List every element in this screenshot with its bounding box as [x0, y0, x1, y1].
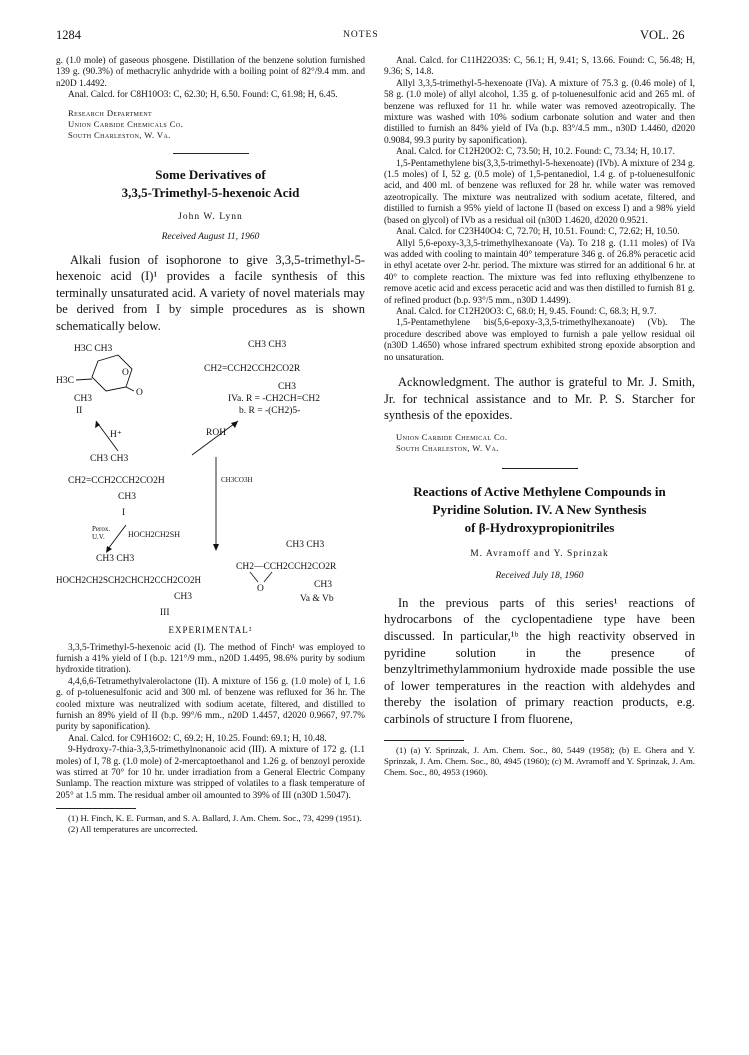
- scheme-label: CH3: [174, 591, 192, 602]
- reagent-label: H⁺: [110, 429, 122, 440]
- address-line: South Charleston, W. Va.: [396, 442, 499, 453]
- reagent-label: Perox.: [92, 524, 111, 533]
- experimental-paragraph: Anal. Calcd. for C12H20O2: C, 73.50; H, 10.2. Found: C, 73.34; H, 10.17.: [396, 147, 675, 158]
- experimental-paragraph: 1,5-Pentamethylene bis(3,3,5-trimethyl-5-hexenoate) (IVb). A mixture of 234 g. (1.5 moles) of I, 52 g. (0.5 mole) of 1,5-pentanediol, 1.4 g. of p-toluenesulfonic acid, and 400 ml. of benzene was refluxed for 28 hr. while water was removed azeotropically. The mixture was neutralized with sodium acetate, filtered, and distilled to furnish a 95% yield of lactone II (based on excess I) and a 98% yield (based on glycol) of IVb as a residual oil (n30D 1.4620, d2020 0.9521.: [384, 158, 695, 226]
- body-paragraph: In the previous parts of this series¹ reactions of hydrocarbons of the cyclopentadiene type have been discussed. In particular,¹ᵇ the high reactivity observed in pyridine solution in the presence of benzyltrimethylammonium hydroxide made possible the use of lower temperatures in the reaction with aldehydes and thereby the isolation of primary reaction products, e.g. carbinols of structure I from fluorene,: [384, 595, 695, 726]
- scheme-label: CH2=CCH2CCH2CO2R: [204, 363, 301, 374]
- right-column: [384, 56, 695, 778]
- reagent-label: ROH: [206, 427, 227, 438]
- received-date: Received July 18, 1960: [495, 570, 584, 581]
- abstract: Alkali fusion of isophorone to give 3,3,5-trimethyl-5-hexenoic acid (I)¹ provides a facile synthesis of this terminally unsaturated acid. A variety of novel materials may be derived from I by simple procedures as is shown schematically below.: [56, 252, 365, 333]
- article-title: Reactions of Active Methylene Compounds in: [413, 483, 666, 499]
- experimental-paragraph: Allyl 5,6-epoxy-3,3,5-trimethylhexanoate (Va). To 218 g. (1.11 moles) of IVa was added with cooling to maintain 40° temperature 346 g. of 26.8% peracetic acid in ethyl acetate over 2-hr. period. The mixture was stirred for an additional 6 hr. at 40° to complete reaction. The mixture was fed into refluxing ethylbenzene to remove acetic acid and excess peracetic acid and was then distilled to furnish 81 g. of refined product (b.p. 93°/5 mm., n30D 1.4499).: [384, 238, 695, 306]
- experimental-heading: EXPERIMENTAL²: [168, 624, 253, 635]
- experimental-paragraph: 9-Hydroxy-7-thia-3,3,5-trimethylnonanoic acid (III). A mixture of 172 g. (1.1 moles) of I, 78 g. (1.0 mole) of 2-mercaptoethanol and 1.26 g. of benzoyl peroxide was stirred at 70° for 10 hr. under irradiation from a General Electric Company Sunlamp. The reaction mixture was stripped of volatiles to a flask temperature of 205° at 1.5 mm. The residual amber oil amounted to 39% of III (n30D 1.5047).: [56, 745, 365, 801]
- scheme-label: H3C: [56, 375, 74, 386]
- compound-label: b. R = -(CH2)5-: [239, 405, 301, 416]
- scheme-label: CH3 CH3: [248, 339, 287, 350]
- running-head: NOTES: [343, 30, 379, 40]
- volume-label: VOL. 26: [640, 28, 685, 42]
- reagent-label: CH3CO3H: [221, 475, 253, 484]
- footnote-rule: [56, 808, 136, 809]
- page-number: 1284: [56, 28, 81, 42]
- footnote: (1) (a) Y. Sprinzak, J. Am. Chem. Soc., 80, 5449 (1958); (b) E. Ghera and Y. Sprinzak, J. Am. Chem. Soc., 80, 4945 (1960); (c) M. Avramoff and Y. Sprinzak, J. Am. Chem. Soc., 80, 4953 (1960).: [384, 744, 695, 777]
- left-column: [56, 56, 365, 835]
- scheme-label: CH2—CCH2CCH2CO2R: [236, 561, 337, 572]
- experimental-paragraph: Anal. Calcd. for C12H20O3: C, 68.0; H, 9.45. Found: C, 68.3; H, 9.7.: [396, 306, 657, 317]
- compound-label: IVa. R = -CH2CH=CH2: [228, 393, 320, 404]
- article-title: 3,3,5-Trimethyl-5-hexenoic Acid: [121, 184, 300, 200]
- scheme-label: O: [257, 583, 264, 594]
- acknowledgment: Acknowledgment. The author is grateful to Mr. J. Smith, Jr. for technical assistance and to Mr. P. S. Starcher for synthesis of the epoxides.: [384, 374, 695, 423]
- address-line: Union Carbide Chemicals Co.: [68, 118, 184, 129]
- footnote-rule: [384, 740, 464, 741]
- scheme-label: CH3: [278, 381, 296, 392]
- scheme-label: CH3: [74, 393, 92, 404]
- article-title: Some Derivatives of: [155, 166, 266, 182]
- compound-label: I: [122, 507, 126, 518]
- footnote: (1) H. Finch, K. E. Furman, and S. A. Ballard, J. Am. Chem. Soc., 73, 4299 (1951).: [68, 813, 362, 824]
- scheme-label: CH2=CCH2CCH2CO2H: [68, 475, 165, 486]
- scheme-label: H3C CH3: [74, 343, 113, 354]
- scheme-label: CH3 CH3: [286, 539, 325, 550]
- reagent-label: U.V.: [92, 532, 105, 541]
- scheme-label: O: [122, 367, 129, 378]
- experimental-paragraph: Anal. Calcd. for C23H40O4: C, 72.70; H, 10.51. Found: C, 72.62; H, 10.50.: [396, 227, 680, 238]
- experimental-paragraph: 4,4,6,6-Tetramethylvalerolactone (II). A mixture of 156 g. (1.0 mole) of I, 1.6 g. of p-toluenesulfonic acid and 300 ml. of benzene was refluxed for 36 hr. The cooled mixture was neutralized with sodium acetate, filtered, and distilled to furnish an 89% yield of II (b.p. 99°/6 mm., n20D 1.4457, d2020 0.9667, 97.7% purity by saponification).: [56, 676, 365, 733]
- experimental-paragraph: 3,3,5-Trimethyl-5-hexenoic acid (I). The method of Finch¹ was employed to furnish a 41% yield of I (b.p. 121°/9 mm., n20D 1.4495, 98.6% purity by sodium hydroxide titration).: [56, 642, 365, 676]
- article-title: Pyridine Solution. IV. A New Synthesis: [432, 501, 647, 517]
- address-line: Research Department: [68, 107, 153, 118]
- compound-label: III: [160, 607, 170, 618]
- divider: [173, 153, 249, 154]
- address-line: South Charleston, W. Va.: [68, 129, 171, 140]
- scheme-label: CH3: [314, 579, 332, 590]
- scheme-label: HOCH2CH2SCH2CHCH2CCH2CO2H: [56, 574, 202, 585]
- experimental-paragraph: Anal. Calcd. for C11H22O3S: C, 56.1; H, 9.41; S, 13.66. Found: C, 56.48; H, 9.36; S, 14.8.: [384, 56, 695, 78]
- scheme-label: O: [136, 387, 143, 398]
- received-date: Received August 11, 1960: [161, 231, 260, 242]
- footnote: (2) All temperatures are uncorrected.: [68, 824, 198, 835]
- compound-label: Va & Vb: [300, 593, 334, 604]
- compound-label: II: [76, 405, 83, 416]
- article-title: of β-Hydroxypropionitriles: [464, 519, 615, 535]
- scheme-label: CH3 CH3: [96, 553, 135, 564]
- address-line: Union Carbide Chemical Co.: [396, 431, 508, 442]
- carryover-analysis: Anal. Calcd. for C8H10O3: C, 62.30; H, 6.50. Found: C, 61.98; H, 6.45.: [68, 90, 338, 101]
- reaction-scheme: [56, 339, 365, 621]
- experimental-paragraph: 1,5-Pentamethylene bis(5,6-epoxy-3,3,5-trimethylhexanoate) (Vb). The procedure described above was employed to furnish a pale yellow residual oil (n30D 1.4650) whose infrared spectrum exhibited strong epoxide absorption and no unsaturation.: [384, 318, 695, 363]
- author-names: M. Avramoff and Y. Sprinzak: [470, 548, 609, 559]
- carryover-paragraph: g. (1.0 mole) of gaseous phosgene. Distillation of the benzene solution furnished 139 g. (90.3%) of methacrylic anhydride with a boiling point of 82°/9.4 mm. and n20D 1.4492.: [56, 56, 365, 89]
- scheme-label: CH3 CH3: [90, 453, 129, 464]
- scheme-label: CH3: [118, 491, 136, 502]
- divider: [502, 468, 578, 469]
- experimental-paragraph: Anal. Calcd. for C9H16O2: C, 69.2; H, 10.25. Found: 69.1; H, 10.48.: [68, 733, 327, 744]
- experimental-paragraph: Allyl 3,3,5-trimethyl-5-hexenoate (IVa). A mixture of 75.3 g. (0.46 mole) of I, 58 g. (1.0 mole) of allyl alcohol, 1.35 g. of p-toluenesulfonic acid and 265 ml. of benzene was refluxed for 11 hr. while water was removed azeotropically. The mixture was washed with 10% sodium carbonate solution and water and then distilled to furnish an 84% yield of IVa (b.p. 83°/4.5 mm., n30D 1.4460, d2020 0.9084, 99.3 purity by saponification).: [384, 78, 695, 146]
- author-name: John W. Lynn: [178, 211, 243, 222]
- reagent-label: HOCH2CH2SH: [128, 529, 181, 539]
